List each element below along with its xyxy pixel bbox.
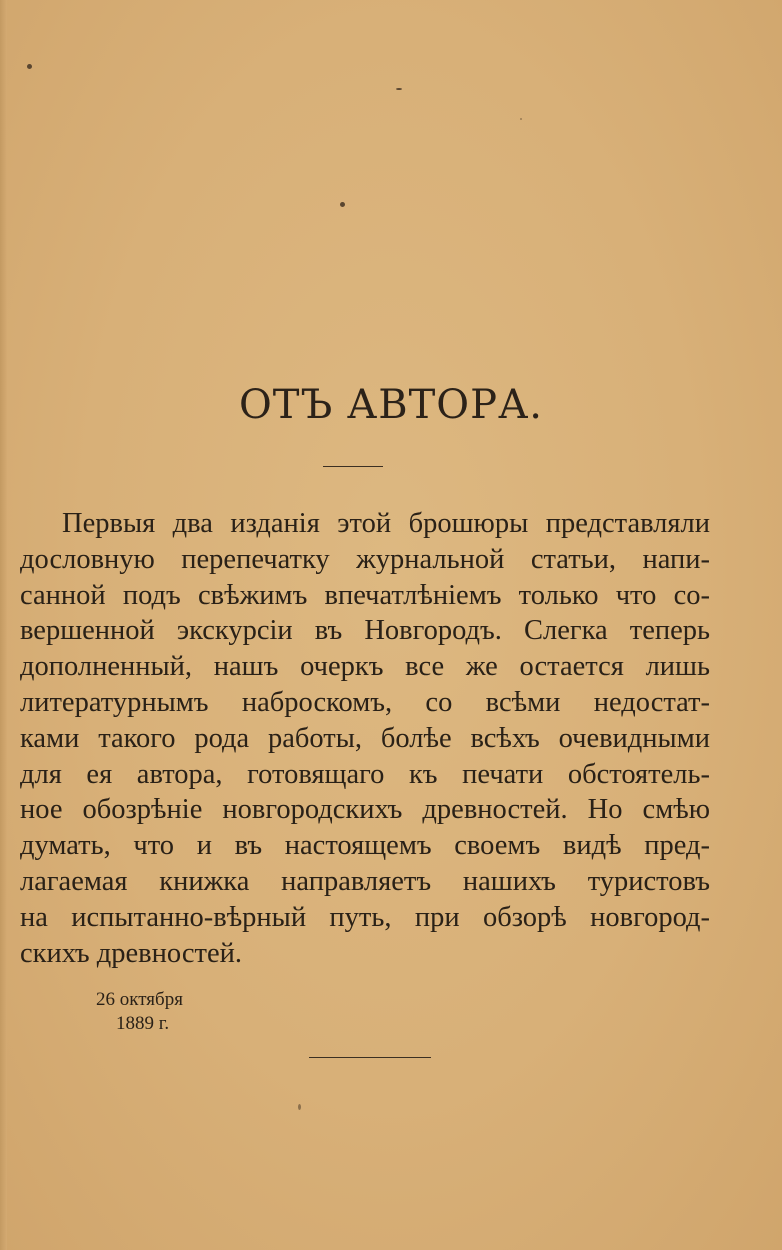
page-title: ОТЪ АВТОРА. [238,382,544,428]
end-rule [309,1057,431,1058]
date-line: 26 октября [96,989,183,1010]
date-year-line: 1889 г. [116,1013,170,1034]
text-line: ками такого рода работы, болѣе всѣхъ очевидными [20,722,710,754]
text-line: Первыя два изданія этой брошюры представляли [62,508,710,539]
text-line: дополненный, нашъ очеркъ все же остается лишь [20,651,710,683]
preface-date [96,988,183,1036]
text-line: лагаемая книжка направляетъ нашихъ туристовъ [20,865,710,897]
paper-speck [340,202,345,207]
preface-text [20,506,710,971]
text-line: на испытанно-вѣрный путь, при обзорѣ новгород- [20,901,710,933]
text-line: для ея автора, готовящаго къ печати обстоятель- [20,758,710,790]
text-line: думать, что и въ настоящемъ своемъ видѣ пред- [20,830,710,862]
page-spine-edge [0,0,7,1250]
paper-speck [520,118,522,120]
text-line: санной подъ свѣжимъ впечатлѣніемъ только что со- [20,579,710,611]
paper-speck [298,1104,301,1110]
text-line: скихъ древностей. [20,937,242,969]
paper-speck [27,64,32,69]
text-line: дословную перепечатку журнальной статьи, напи- [20,543,710,575]
text-line: литературнымъ наброскомъ, со всѣми недостат- [20,686,710,718]
title-rule [323,466,383,467]
text-line: вершенной экскурсіи въ Новгородъ. Слегка теперь [20,615,710,647]
text-line: ное обозрѣніе новгородскихъ древностей. Но смѣю [20,794,710,826]
paper-speck [396,88,402,90]
